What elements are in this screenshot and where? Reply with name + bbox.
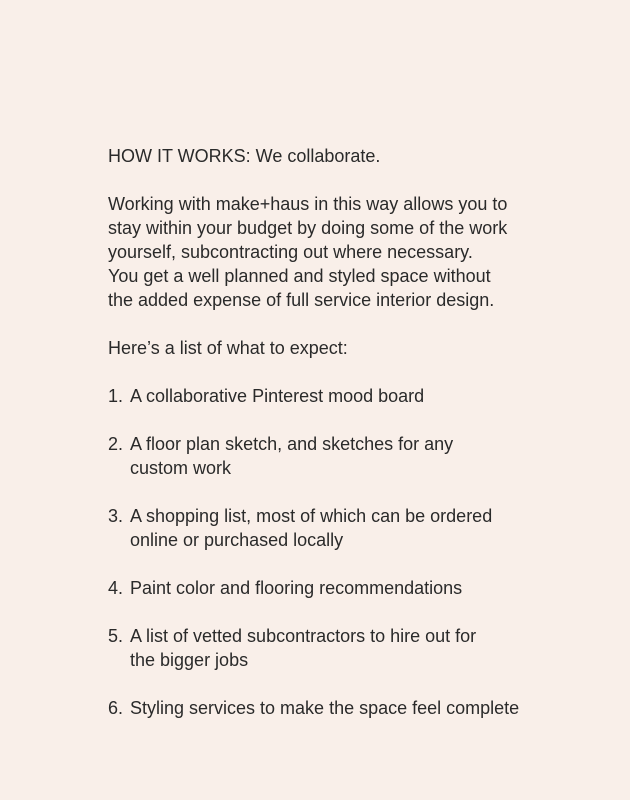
intro-line: the added expense of full service interior design. [108, 290, 495, 310]
intro-line: You get a well planned and styled space without [108, 266, 491, 286]
steps-list [108, 384, 608, 720]
step-text [130, 576, 608, 600]
step-line: online or purchased locally [130, 530, 344, 550]
step-text [130, 624, 608, 672]
step-line: custom work [130, 458, 232, 478]
step-line: the bigger jobs [130, 650, 249, 670]
step-number: 3. [108, 506, 124, 526]
step-line: Paint color and flooring recommendations [130, 578, 463, 598]
step-text [130, 504, 608, 552]
step-number: 6. [108, 698, 124, 718]
step-line: A floor plan sketch, and sketches for any [130, 434, 454, 454]
list-item [108, 624, 608, 672]
step-text [130, 696, 608, 720]
step-line: A list of vetted subcontractors to hire out for [130, 626, 477, 646]
intro-line: Working with make+haus in this way allows you to [108, 194, 508, 214]
intro-paragraph [108, 192, 608, 312]
step-line: A collaborative Pinterest mood board [130, 386, 425, 406]
step-line: A shopping list, most of which can be ordered [130, 506, 493, 526]
how-it-works-section [108, 144, 608, 744]
step-text [130, 384, 608, 408]
list-item [108, 576, 608, 600]
step-line: Styling services to make the space feel complete [130, 698, 520, 718]
list-item [108, 384, 608, 408]
intro-line: stay within your budget by doing some of the work [108, 218, 508, 238]
list-item [108, 504, 608, 552]
step-number: 2. [108, 434, 124, 454]
section-heading: HOW IT WORKS: We collaborate. [108, 146, 381, 166]
list-item [108, 696, 608, 720]
step-number: 1. [108, 386, 124, 406]
step-number: 5. [108, 626, 124, 646]
step-number: 4. [108, 578, 124, 598]
list-item [108, 432, 608, 480]
step-text [130, 432, 608, 480]
intro-line: yourself, subcontracting out where necessary. [108, 242, 473, 262]
list-intro: Here’s a list of what to expect: [108, 338, 348, 358]
